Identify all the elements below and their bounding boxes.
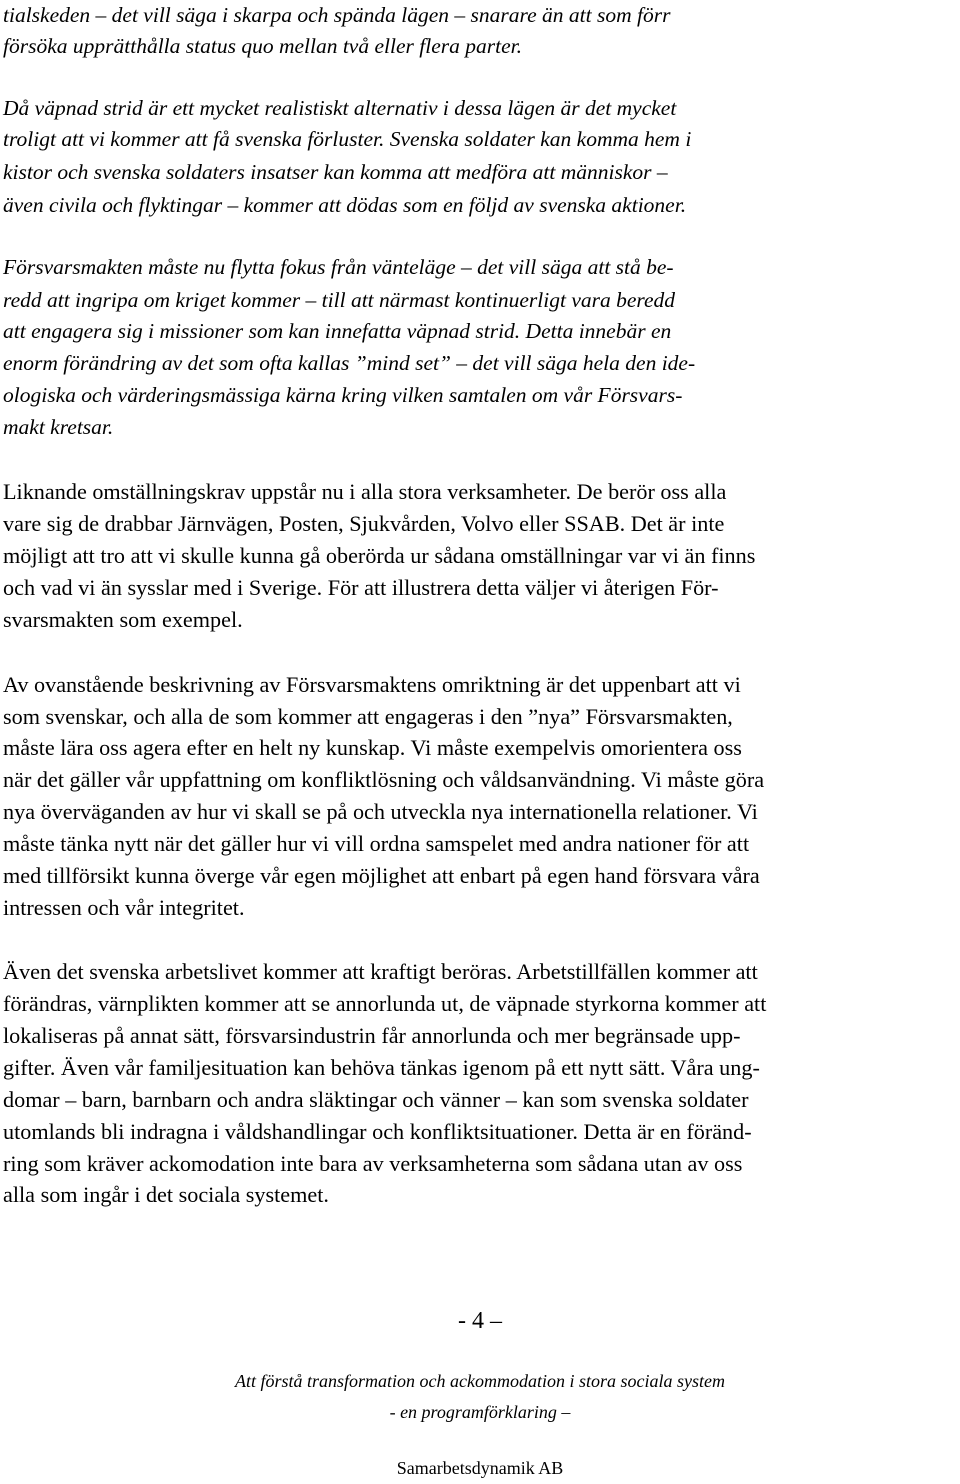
text-line: kistor och svenska soldaters insatser kan komma att medföra att människor – bbox=[3, 160, 668, 184]
text-line: möjligt att tro att vi skulle kunna gå oberörda ur sådana omställningar var vi än finns bbox=[3, 543, 756, 568]
text-line: makt kretsar. bbox=[3, 415, 114, 439]
text-line: ologiska och värderingsmässiga kärna kring vilken samtalen om vår Försvars- bbox=[3, 383, 683, 407]
text-line: redd att ingripa om kriget kommer – till att närmast kontinuerligt vara beredd bbox=[3, 288, 676, 312]
text-line: troligt att vi kommer att få svenska förluster. Svenska soldater kan komma hem i bbox=[3, 127, 692, 151]
footer-company: Samarbetsdynamik AB bbox=[396, 1458, 564, 1478]
text-line: nya överväganden av hur vi skall se på och utveckla nya internationella relationer. Vi bbox=[3, 799, 758, 824]
text-line: att engagera sig i missioner som kan innefatta väpnad strid. Detta innebär en bbox=[3, 319, 672, 343]
text-line: utomlands bli indragna i våldshandlingar och konfliktsituationer. Detta är en föränd- bbox=[3, 1119, 752, 1144]
text-line: försöka upprätthålla status quo mellan två eller flera parter. bbox=[3, 34, 522, 58]
text-line: Av ovanstående beskrivning av Försvarsmaktens omriktning är det uppenbart att vi bbox=[3, 672, 741, 697]
text-line: Då väpnad strid är ett mycket realistiskt alternativ i dessa lägen är det mycket bbox=[3, 96, 677, 120]
text-line: intressen och vår integritet. bbox=[3, 895, 245, 920]
text-line: vare sig de drabbar Järnvägen, Posten, Sjukvården, Volvo eller SSAB. Det är inte bbox=[3, 511, 725, 536]
footer-subtitle: - en programförklaring – bbox=[389, 1402, 571, 1422]
text-line: lokaliseras på annat sätt, försvarsindustrin får annorlunda och mer begränsade upp- bbox=[3, 1023, 741, 1048]
text-line: ring som kräver ackomodation inte bara av verksamheterna som sådana utan av oss bbox=[3, 1151, 743, 1176]
text-line: även civila och flyktingar – kommer att dödas som en följd av svenska aktioner. bbox=[3, 193, 687, 217]
text-line: måste lära oss agera efter en helt ny kunskap. Vi måste exempelvis omorientera oss bbox=[3, 735, 742, 760]
text-line: och vad vi än sysslar med i Sverige. För att illustrera detta väljer vi återigen För- bbox=[3, 575, 719, 600]
footer-title: Att förstå transformation och ackommodation i stora sociala system bbox=[235, 1371, 725, 1391]
text-line: Även det svenska arbetslivet kommer att kraftigt beröras. Arbetstillfällen kommer att bbox=[3, 959, 758, 984]
text-line: enorm förändring av det som ofta kallas ”mind set” – det vill säga hela den ide- bbox=[3, 351, 696, 375]
page-number: - 4 – bbox=[458, 1308, 502, 1334]
text-line: domar – barn, barnbarn och andra släktingar och vänner – kan som svenska soldater bbox=[3, 1087, 749, 1112]
text-line: som svenskar, och alla de som kommer att engageras i den ”nya” Försvarsmakten, bbox=[3, 704, 733, 729]
text-line: gifter. Även vår familjesituation kan behöva tänkas igenom på ett nytt sätt. Våra ung- bbox=[3, 1055, 760, 1080]
text-line: måste tänka nytt när det gäller hur vi vill ordna samspelet med andra nationer för att bbox=[3, 831, 750, 856]
text-line: förändras, värnplikten kommer att se annorlunda ut, de väpnade styrkorna kommer att bbox=[3, 991, 767, 1016]
text-line: svarsmakten som exempel. bbox=[3, 607, 243, 632]
text-line: när det gäller vår uppfattning om konfliktlösning och våldsanvändning. Vi måste göra bbox=[3, 767, 765, 792]
text-line: tialskeden – det vill säga i skarpa och spända lägen – snarare än att som förr bbox=[3, 3, 671, 27]
text-line: alla som ingår i det sociala systemet. bbox=[3, 1182, 329, 1207]
text-line: Liknande omställningskrav uppstår nu i alla stora verksamheter. De berör oss alla bbox=[3, 479, 727, 504]
text-line: med tillförsikt kunna överge vår egen möjlighet att enbart på egen hand försvara våra bbox=[3, 863, 760, 888]
text-line: Försvarsmakten måste nu flytta fokus från vänteläge – det vill säga att stå be- bbox=[3, 255, 674, 279]
